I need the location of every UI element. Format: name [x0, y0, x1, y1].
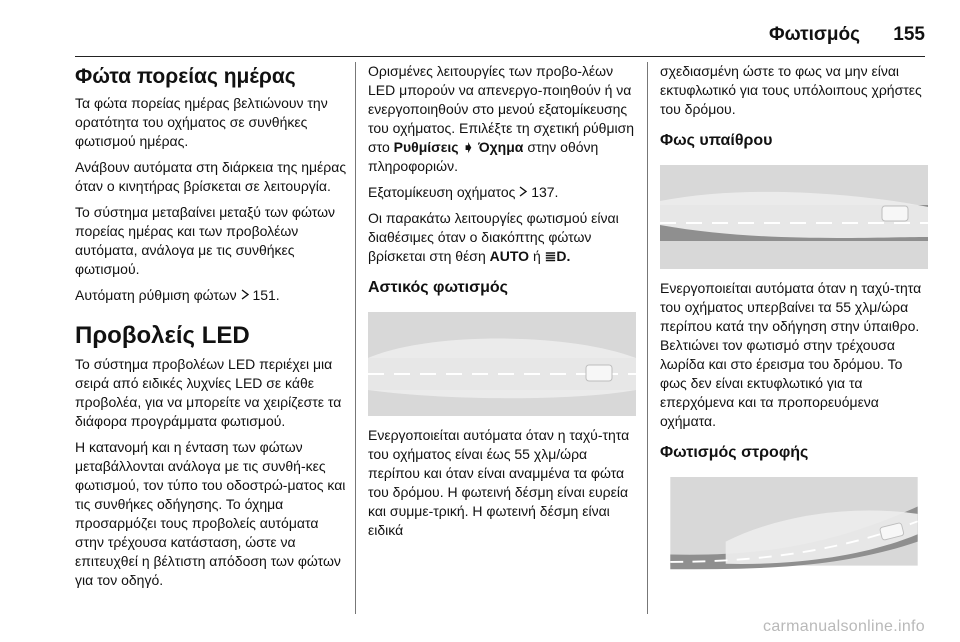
menu-path-settings: Ρυθμίσεις	[393, 139, 459, 155]
column-divider-1	[355, 62, 356, 614]
column-1	[75, 62, 347, 597]
paragraph: Τα φώτα πορείας ημέρας βελτιώνουν την ορατότητα του οχήματος σε συνθήκες φωτισμού ημέρας.	[75, 95, 328, 149]
page-header-section: Φωτισμός	[769, 24, 860, 45]
column-3	[660, 62, 928, 583]
paragraph: Η κατανομή και η ένταση των φώτων μεταβάλλονται ανάλογα με τις συνθή-κες φωτισμού, τον τύπο του οδοστρώ-ματος και τις συνθήκες οδήγησης. Το όχημα προσαρμόζει τους προβολείς αυτόματα στην τρέχουσα κατάσταση, ώστε να επιτευχθεί η βέλτιστη απόδοση των φώτων για τον οδηγό.	[75, 439, 346, 588]
paragraph: Το σύστημα προβολέων LED περιέχει μια σειρά από ειδικές λυχνίες LED σε κάθε προβολέα, για να μπορείτε να χειρίζεστε τα διάφορα προγράμματα φωτισμού.	[75, 356, 342, 429]
paragraph: Ενεργοποιείται αυτόματα όταν η ταχύ-τητα του οχήματος είναι έως 55 χλμ/ώρα περίπου και όταν είναι αναμμένα τα φώτα του δρόμου. Η φωτεινή δέσμη είναι ευρεία και συμμε-τρική. Η φωτεινή δέσμη είναι ειδικά	[368, 427, 630, 538]
menu-arrow-icon: ➧	[462, 139, 475, 155]
section-heading-daytime-lights: Φώτα πορείας ημέρας	[75, 65, 296, 88]
paragraph-light-switch: Οι παρακάτω λειτουργίες φωτισμού είναι διαθέσιμες όταν ο διακόπτης φώτων βρίσκεται στη θέση AUTO ή ≣D.	[368, 210, 619, 264]
country-lighting-illustration	[660, 165, 928, 269]
switch-position-auto: AUTO	[489, 248, 530, 264]
watermark: carmanualsonline.info	[763, 618, 925, 635]
menu-path-vehicle: Όχημα	[478, 139, 524, 155]
section-heading-led-headlights: Προβολείς LED	[75, 322, 250, 349]
town-lighting-illustration	[368, 312, 636, 416]
vehicle	[586, 365, 612, 381]
subheading-cornering-light: Φωτισμός στροφής	[660, 444, 809, 461]
headlight-icon: ≣D.	[544, 248, 571, 264]
paragraph-with-reference: Αυτόματη ρύθμιση φώτων 151.	[75, 287, 280, 303]
page-reference-link[interactable]: 151.	[252, 287, 280, 303]
page-reference-link[interactable]: 137.	[531, 184, 559, 200]
paragraph-with-reference: Εξατομίκευση οχήματος 137.	[368, 184, 559, 200]
page-reference-icon	[241, 287, 253, 303]
paragraph: σχεδιασμένη ώστε το φως να μην είναι εκτυφλωτικό για τους υπόλοιπους χρήστες του δρόμου.	[660, 63, 922, 117]
column-2	[368, 62, 636, 547]
paragraph: Ανάβουν αυτόματα στη διάρκεια της ημέρας όταν ο κινητήρας βρίσκεται σε λειτουργία.	[75, 159, 347, 194]
paragraph: Το σύστημα μεταβαίνει μεταξύ των φώτων πορείας ημέρας και των προβολέων αυτόματα, ανάλογα με τις συνθήκες φωτισμού.	[75, 204, 335, 277]
page-number: 155	[893, 24, 925, 45]
page-reference-icon	[519, 184, 531, 200]
subheading-town-lighting: Αστικός φωτισμός	[368, 279, 508, 296]
paragraph: Ενεργοποιείται αυτόματα όταν η ταχύ-τητα του οχήματος υπερβαίνει τα 55 χλμ/ώρα περίπου κατά την οδήγηση στην ύπαιθρο. Βελτιώνει τον φωτισμό στην τρέχουσα λωρίδα και στο έρεισμα του δρόμου. Το φως δεν είναι εκτυφλωτικό για τα επερχόμενα και τα προπορευόμενα οχήματα.	[660, 280, 922, 429]
column-divider-2	[647, 62, 648, 614]
header-rule	[75, 56, 925, 57]
cornering-light-illustration	[660, 477, 928, 573]
vehicle	[882, 206, 908, 221]
paragraph-settings: Ορισμένες λειτουργίες των προβο-λέων LED μπορούν να απενεργο-ποιηθούν ή να ενεργοποιηθούν στο μενού εξατομίκευσης του οχήματος. Επιλέξτε τη σχετική ρύθμιση στο Ρυθμίσεις ➧ Όχημα στην οθόνη πληροφοριών.	[368, 63, 635, 174]
subheading-country-lighting: Φως υπαίθρου	[660, 132, 773, 149]
